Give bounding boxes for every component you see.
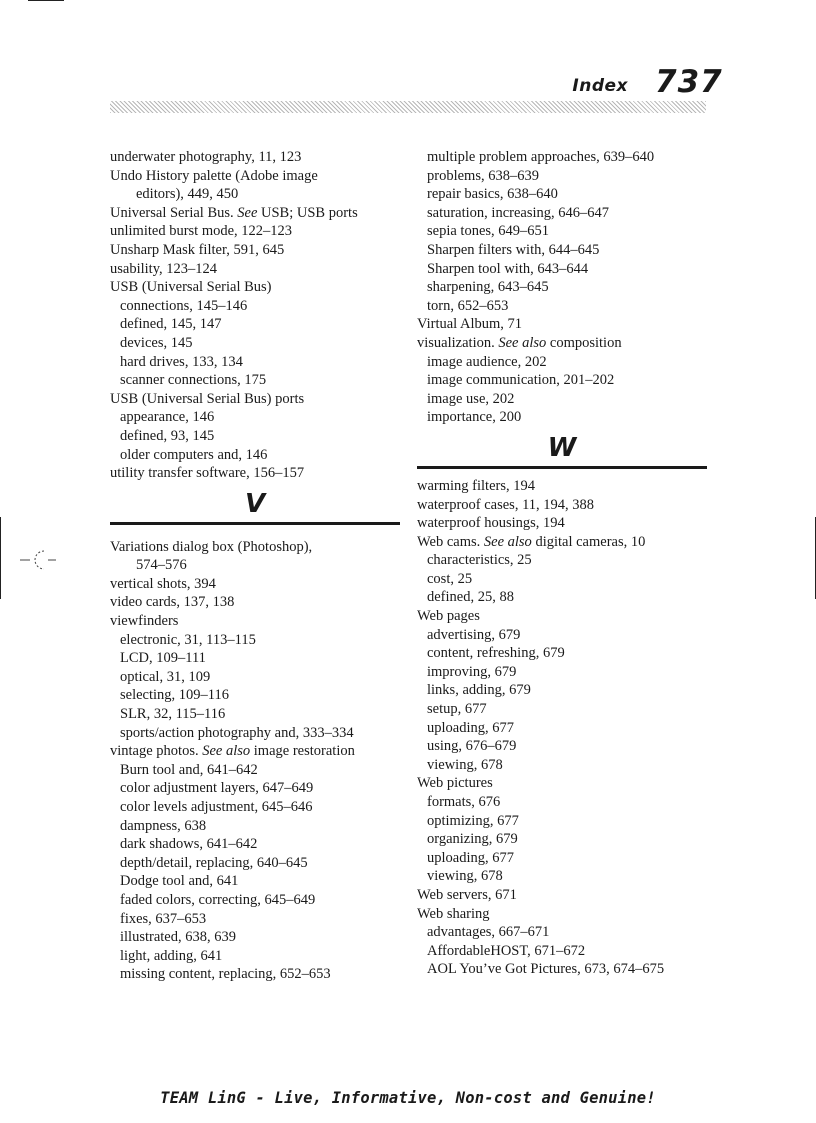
index-subentry: [417, 756, 707, 775]
entry-text: Web pages: [417, 608, 480, 625]
entry-text: Universal Serial Bus.: [110, 204, 238, 221]
entry-text: Variations dialog box (Photoshop),: [110, 538, 313, 555]
entry-text: uploading, 677: [427, 719, 514, 736]
index-subentry: [417, 830, 707, 849]
index-entry: [417, 477, 707, 496]
index-entry: [110, 167, 400, 204]
header-rule: [110, 101, 706, 113]
entry-text: connections, 145–146: [120, 297, 248, 314]
entry-text: Virtual Album, 71: [417, 316, 523, 333]
entry-text: viewing, 678: [427, 868, 503, 885]
index-subentry: [417, 663, 707, 682]
index-entry: [417, 514, 707, 533]
index-subentry: [417, 719, 707, 738]
index-subentry: [110, 353, 400, 372]
entry-text: underwater photography, 11, 123: [110, 149, 302, 165]
entry-text: Web pictures: [417, 775, 493, 792]
entry-text: optimizing, 677: [427, 812, 519, 829]
entry-text: Undo History palette (Adobe image: [110, 167, 318, 184]
entry-text: Web cams.: [417, 533, 484, 550]
entry-text: viewfinders: [110, 613, 179, 630]
see-also-reference: See also: [483, 533, 532, 550]
crop-mark-top-left: [28, 0, 64, 1]
entry-text: setup, 677: [427, 701, 487, 718]
entry-text: LCD, 109–111: [120, 650, 206, 667]
index-subentry: [110, 965, 400, 984]
index-subentry: [417, 167, 707, 186]
index-subentry: [417, 551, 707, 570]
see-also-reference: See also: [498, 334, 547, 351]
entry-group-v: [110, 538, 400, 984]
entry-text: advertising, 679: [427, 626, 521, 643]
footer-banner: TEAM LinG - Live, Informative, Non-cost and Genuine!: [160, 1089, 656, 1107]
index-subentry: [417, 867, 707, 886]
entry-text: vintage photos.: [110, 743, 203, 760]
entry-text: devices, 145: [120, 334, 193, 351]
entry-text: SLR, 32, 115–116: [120, 706, 226, 723]
entry-text: faded colors, correcting, 645–649: [120, 891, 316, 908]
running-header-section: Index: [572, 76, 628, 96]
entry-text: scanner connections, 175: [120, 372, 267, 389]
index-subentry: [417, 278, 707, 297]
index-subentry: [110, 315, 400, 334]
index-entry: [110, 538, 400, 575]
index-subentry: [417, 793, 707, 812]
entry-text: AffordableHOST, 671–672: [427, 942, 586, 959]
entry-text: image communication, 201–202: [427, 372, 615, 389]
entry-text: sepia tones, 649–651: [427, 223, 550, 240]
entry-text: improving, 679: [427, 663, 517, 680]
entry-group-v-continued: [417, 148, 707, 427]
entry-text: repair basics, 638–640: [427, 186, 558, 203]
index-subentry: [417, 260, 707, 279]
index-entry: [417, 315, 707, 334]
entry-text: Sharpen tool with, 643–644: [427, 260, 589, 277]
index-entry: [417, 533, 707, 552]
index-subentry: [417, 353, 707, 372]
index-subentry: [110, 872, 400, 891]
entry-text: older computers and, 146: [120, 446, 268, 463]
index-subentry: [417, 849, 707, 868]
index-subentry: [110, 705, 400, 724]
index-entry: [110, 612, 400, 631]
index-subentry: [417, 588, 707, 607]
entry-text: video cards, 137, 138: [110, 594, 235, 611]
letter-rule-w: [417, 466, 707, 469]
entry-text: defined, 93, 145: [120, 427, 215, 444]
index-subentry: [417, 570, 707, 589]
index-entry: [110, 148, 400, 167]
index-subentry: [417, 681, 707, 700]
index-entry: [110, 260, 400, 279]
index-subentry: [110, 686, 400, 705]
index-subentry: [110, 631, 400, 650]
entry-text: warming filters, 194: [417, 477, 535, 494]
entry-text: depth/detail, replacing, 640–645: [120, 854, 308, 871]
entry-text: waterproof housings, 194: [417, 515, 565, 532]
entry-text: content, refreshing, 679: [427, 645, 565, 662]
index-subentry: [417, 408, 707, 427]
entry-text: missing content, replacing, 652–653: [120, 966, 331, 983]
index-subentry: [110, 297, 400, 316]
entry-text: color levels adjustment, 645–646: [120, 799, 313, 815]
entry-text: characteristics, 25: [427, 552, 532, 569]
entry-text: sports/action photography and, 333–334: [120, 724, 354, 741]
entry-text: unlimited burst mode, 122–123: [110, 223, 293, 240]
letter-heading-v: V: [244, 488, 266, 519]
entry-text: selecting, 109–116: [120, 687, 229, 704]
entry-text: vertical shots, 394: [110, 575, 216, 592]
entry-text: Burn tool and, 641–642: [120, 761, 258, 778]
entry-continuation: editors), 449, 450: [136, 186, 239, 203]
entry-text: using, 676–679: [427, 738, 517, 755]
index-subentry: [417, 204, 707, 223]
entry-text: cost, 25: [427, 570, 473, 587]
index-entry: [417, 905, 707, 924]
index-subentry: [417, 960, 707, 979]
entry-text: color adjustment layers, 647–649: [120, 780, 314, 797]
entry-text: advantages, 667–671: [427, 924, 550, 941]
entry-text: optical, 31, 109: [120, 668, 211, 685]
entry-text: problems, 638–639: [427, 167, 539, 184]
index-entry: [110, 742, 400, 761]
entry-text: appearance, 146: [120, 409, 215, 426]
index-subentry: [110, 910, 400, 929]
see-also-reference: See also: [202, 743, 251, 760]
entry-text: visualization.: [417, 334, 499, 351]
index-subentry: [110, 371, 400, 390]
entry-text: multiple problem approaches, 639–640: [427, 149, 655, 165]
letter-heading-w: W: [547, 432, 577, 463]
entry-text: saturation, increasing, 646–647: [427, 204, 610, 221]
entry-text: Sharpen filters with, 644–645: [427, 241, 600, 258]
index-column-left: [110, 148, 400, 984]
entry-text: image use, 202: [427, 390, 515, 407]
entry-text: utility transfer software, 156–157: [110, 465, 305, 482]
entry-text: light, adding, 641: [120, 947, 223, 964]
entry-text: image audience, 202: [427, 353, 547, 370]
entry-text: formats, 676: [427, 794, 501, 810]
index-subentry: [417, 371, 707, 390]
index-subentry: [110, 928, 400, 947]
index-subentry: [417, 812, 707, 831]
entry-text: Dodge tool and, 641: [120, 873, 239, 890]
entry-text: Web servers, 671: [417, 886, 517, 903]
entry-text: defined, 145, 147: [120, 316, 222, 333]
index-subentry: [110, 649, 400, 668]
entry-text: composition: [546, 334, 622, 351]
entry-text: viewing, 678: [427, 756, 503, 773]
entry-text: torn, 652–653: [427, 297, 509, 314]
entry-text: hard drives, 133, 134: [120, 353, 243, 370]
index-subentry: [417, 241, 707, 260]
entry-text: Unsharp Mask filter, 591, 645: [110, 241, 285, 258]
entry-text: USB (Universal Serial Bus): [110, 279, 272, 296]
entry-text: AOL You’ve Got Pictures, 673, 674–675: [427, 961, 665, 978]
entry-group-u: [110, 148, 400, 483]
entry-text: sharpening, 643–645: [427, 279, 549, 296]
entry-text: Web sharing: [417, 905, 490, 922]
index-entry: [110, 593, 400, 612]
index-entry: [110, 241, 400, 260]
index-entry: [110, 390, 400, 409]
entry-text: image restoration: [250, 743, 355, 760]
letter-rule-v: [110, 522, 400, 525]
index-subentry: [417, 390, 707, 409]
entry-text: dark shadows, 641–642: [120, 836, 258, 853]
index-entry: [417, 886, 707, 905]
index-subentry: [110, 724, 400, 743]
index-entry: [110, 204, 400, 223]
index-entry: [110, 575, 400, 594]
index-subentry: [417, 644, 707, 663]
entry-text: USB; USB ports: [257, 204, 358, 221]
index-subentry: [110, 761, 400, 780]
entry-text: dampness, 638: [120, 817, 207, 834]
index-subentry: [110, 854, 400, 873]
entry-text: importance, 200: [427, 409, 522, 426]
index-subentry: [417, 222, 707, 241]
index-subentry: [110, 817, 400, 836]
index-subentry: [110, 798, 400, 817]
entry-text: fixes, 637–653: [120, 910, 207, 927]
entry-text: digital cameras, 10: [531, 533, 646, 550]
entry-text: illustrated, 638, 639: [120, 929, 236, 946]
index-entry: [110, 464, 400, 483]
index-subentry: [110, 947, 400, 966]
index-subentry: [417, 297, 707, 316]
index-subentry: [110, 446, 400, 465]
index-entry: [110, 222, 400, 241]
index-subentry: [417, 737, 707, 756]
index-subentry: [110, 668, 400, 687]
index-subentry: [110, 835, 400, 854]
crop-mark-left: [0, 517, 1, 599]
entry-text: links, adding, 679: [427, 682, 531, 699]
index-subentry: [110, 334, 400, 353]
page-number: 737: [655, 64, 723, 100]
see-also-reference: See: [237, 204, 258, 221]
index-entry: [417, 496, 707, 515]
entry-text: waterproof cases, 11, 194, 388: [417, 496, 595, 513]
index-column-right: [417, 148, 707, 979]
entry-text: defined, 25, 88: [427, 589, 514, 606]
registration-mark-icon: [18, 545, 58, 575]
index-subentry: [110, 891, 400, 910]
entry-group-w: [417, 477, 707, 979]
entry-continuation: 574–576: [136, 557, 187, 574]
index-subentry: [417, 626, 707, 645]
index-subentry: [110, 427, 400, 446]
index-entry: [417, 607, 707, 626]
index-subentry: [417, 700, 707, 719]
index-subentry: [110, 779, 400, 798]
entry-text: organizing, 679: [427, 831, 518, 848]
index-subentry: [417, 942, 707, 961]
index-entry: [110, 278, 400, 297]
index-subentry: [110, 408, 400, 427]
index-subentry: [417, 185, 707, 204]
entry-text: electronic, 31, 113–115: [120, 631, 256, 648]
index-subentry: [417, 923, 707, 942]
entry-text: usability, 123–124: [110, 260, 218, 277]
entry-text: uploading, 677: [427, 849, 514, 866]
index-entry: [417, 334, 707, 353]
index-subentry: [417, 148, 707, 167]
entry-text: USB (Universal Serial Bus) ports: [110, 390, 305, 407]
index-entry: [417, 774, 707, 793]
